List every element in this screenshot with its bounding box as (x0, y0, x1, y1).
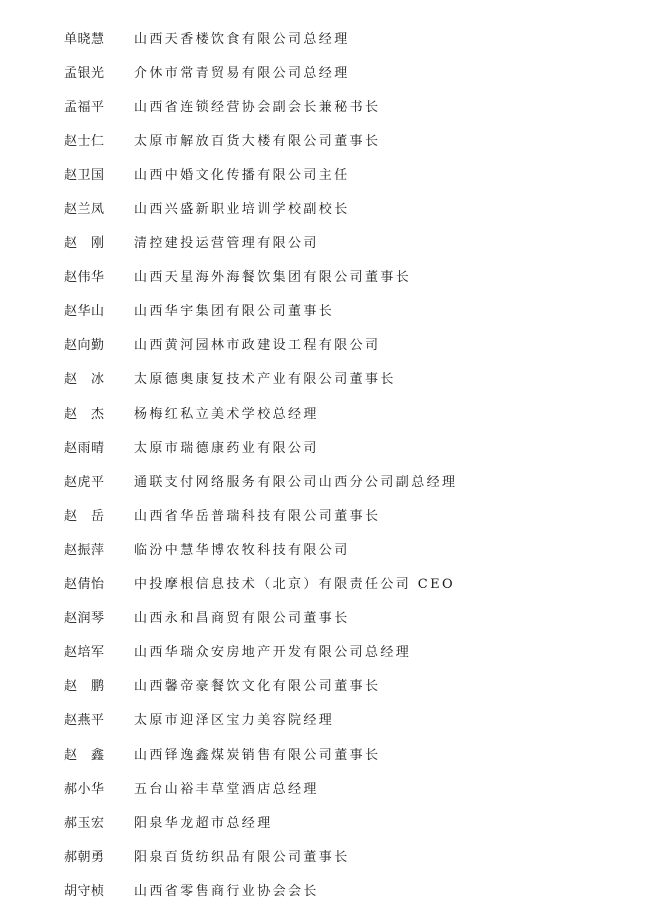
person-name: 赵兰凤 (64, 202, 105, 218)
person-name: 郝朝勇 (64, 849, 105, 865)
person-title: 通联支付网络服务有限公司山西分公司副总经理 (134, 474, 458, 490)
person-title: 山西华瑞众安房地产开发有限公司总经理 (134, 645, 412, 661)
list-item (64, 20, 457, 54)
person-name: 孟福平 (64, 99, 105, 115)
person-title: 山西黄河园林市政建设工程有限公司 (134, 338, 381, 354)
person-name: 赵卫国 (64, 167, 105, 183)
person-title: 山西天星海外海餐饮集团有限公司董事长 (134, 270, 412, 286)
person-title: 山西永和昌商贸有限公司董事长 (134, 611, 350, 627)
person-name: 胡守桢 (64, 883, 105, 899)
list-item (64, 190, 457, 224)
person-name: 赵 岳 (64, 508, 105, 524)
list-item (64, 54, 457, 88)
person-name: 赵 鑫 (64, 747, 105, 763)
list-item (64, 668, 457, 702)
person-name: 赵伟华 (64, 270, 105, 286)
list-item (64, 804, 457, 838)
list-item (64, 122, 457, 156)
person-name: 孟银光 (64, 65, 105, 81)
list-item (64, 872, 457, 906)
person-name: 赵 冰 (64, 372, 105, 388)
list-item (64, 225, 457, 259)
person-name: 赵华山 (64, 304, 105, 320)
person-name: 赵培军 (64, 645, 105, 661)
person-title: 山西天香楼饮食有限公司总经理 (134, 31, 350, 47)
person-title: 临汾中慧华博农牧科技有限公司 (134, 542, 350, 558)
person-title: 太原德奥康复技术产业有限公司董事长 (134, 372, 396, 388)
list-item (64, 361, 457, 395)
person-title: 五台山裕丰草堂酒店总经理 (134, 781, 319, 797)
person-title: 阳泉华龙超市总经理 (134, 815, 273, 831)
person-title: 太原市瑞德康药业有限公司 (134, 440, 319, 456)
person-title: 介休市常青贸易有限公司总经理 (134, 65, 350, 81)
person-name: 赵 鹏 (64, 679, 105, 695)
list-item (64, 88, 457, 122)
list-item (64, 736, 457, 770)
person-name: 单晓慧 (64, 31, 105, 47)
person-name: 赵倩怡 (64, 577, 105, 593)
person-name: 赵润琴 (64, 611, 105, 627)
list-item (64, 838, 457, 872)
list-item (64, 259, 457, 293)
person-title: 清控建投运营管理有限公司 (134, 236, 319, 252)
person-title: 山西铎逸鑫煤炭销售有限公司董事长 (134, 747, 381, 763)
list-item (64, 770, 457, 804)
list-item (64, 531, 457, 565)
person-title: 太原市解放百货大楼有限公司董事长 (134, 133, 381, 149)
person-title: 山西省零售商行业协会会长 (134, 883, 319, 899)
person-name: 赵 杰 (64, 406, 105, 422)
person-name: 郝小华 (64, 781, 105, 797)
person-name: 赵士仁 (64, 133, 105, 149)
person-title: 山西馨帝豪餐饮文化有限公司董事长 (134, 679, 381, 695)
person-title: 山西省连锁经营协会副会长兼秘书长 (134, 99, 381, 115)
list-item (64, 497, 457, 531)
list-item (64, 702, 457, 736)
list-item (64, 429, 457, 463)
list-item (64, 395, 457, 429)
person-title: 杨梅红私立美术学校总经理 (134, 406, 319, 422)
list-item (64, 293, 457, 327)
person-title: 阳泉百货纺织品有限公司董事长 (134, 849, 350, 865)
list-item (64, 600, 457, 634)
person-title: 山西省华岳普瑞科技有限公司董事长 (134, 508, 381, 524)
person-title: 山西兴盛新职业培训学校副校长 (134, 202, 350, 218)
person-name: 赵向勤 (64, 338, 105, 354)
list-item (64, 634, 457, 668)
list-item (64, 566, 457, 600)
person-name: 赵雨晴 (64, 440, 105, 456)
person-title: 山西中婚文化传播有限公司主任 (134, 167, 350, 183)
list-item (64, 463, 457, 497)
person-name: 赵 刚 (64, 236, 105, 252)
person-title: 山西华宇集团有限公司董事长 (134, 304, 335, 320)
person-name: 赵燕平 (64, 713, 105, 729)
person-title: 太原市迎泽区宝力美容院经理 (134, 713, 335, 729)
list-item (64, 156, 457, 190)
list-item (64, 327, 457, 361)
person-name: 赵振萍 (64, 542, 105, 558)
person-name: 赵虎平 (64, 474, 105, 490)
person-name: 郝玉宏 (64, 815, 105, 831)
person-title: 中投摩根信息技术（北京）有限责任公司 CEO (134, 577, 456, 593)
member-list (64, 20, 457, 906)
